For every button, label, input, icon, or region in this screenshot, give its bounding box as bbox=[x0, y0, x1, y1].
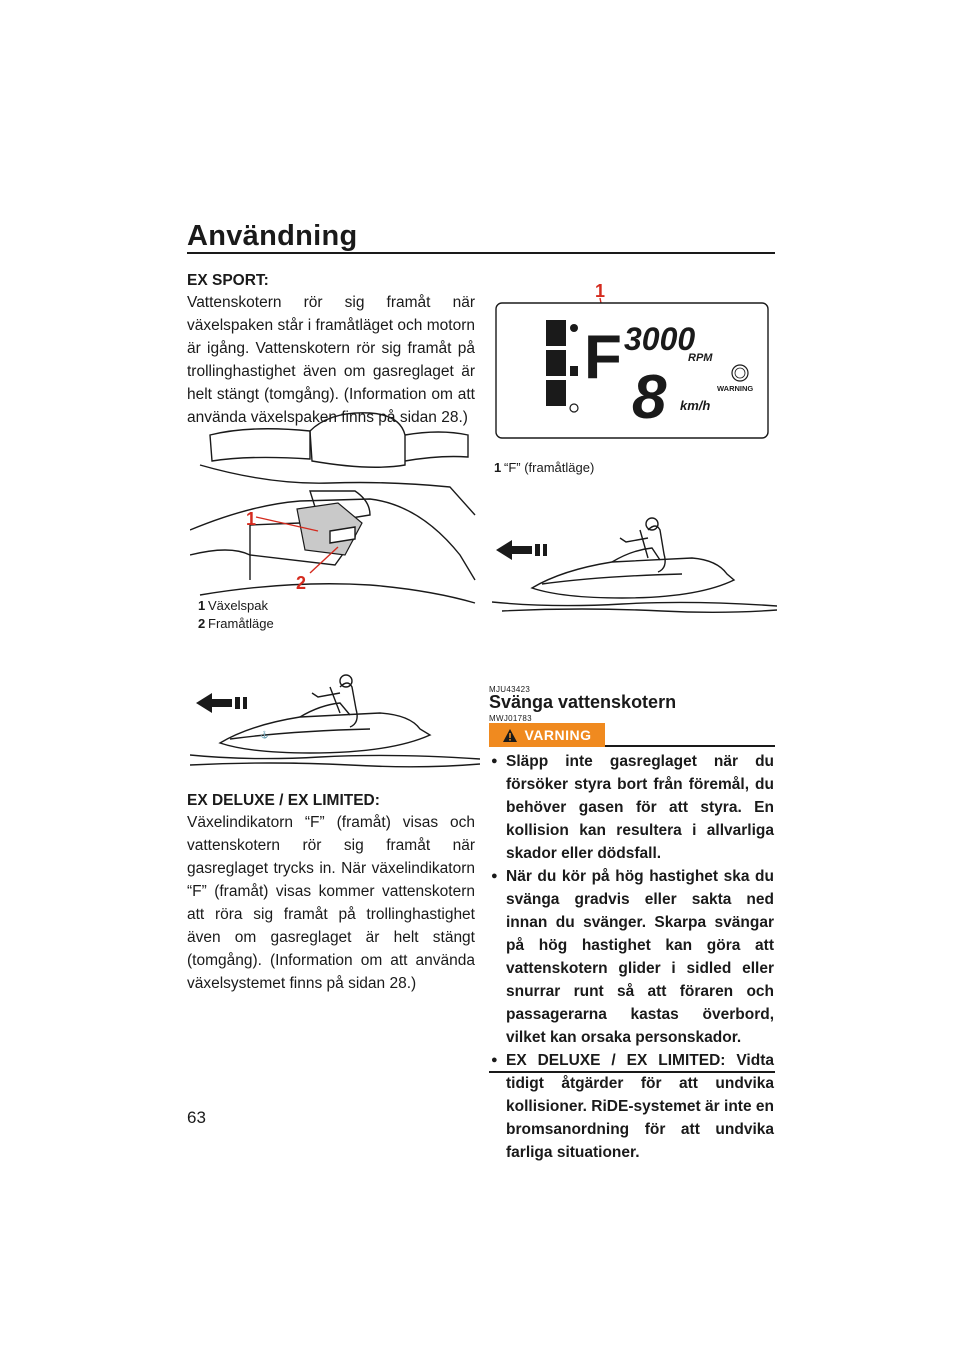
legend-item: 2 Framåtläge bbox=[198, 616, 274, 631]
warning-item: ● EX DELUXE / EX LIMITED: Vidta tidigt åtgärder för att undvika kollisioner. RiDE-systemet är inte en bromsanordning för att undvika farliga situationer. bbox=[489, 1049, 774, 1164]
forward-arrow-icon bbox=[196, 693, 247, 713]
page-title: Användning bbox=[187, 220, 358, 252]
warning-list bbox=[489, 750, 774, 1164]
ex-sport-heading: EX SPORT: bbox=[187, 272, 269, 289]
display-legend bbox=[494, 459, 594, 477]
legend-item: 1 “F” (framåtläge) bbox=[494, 460, 595, 475]
ex-deluxe-paragraph: Växelindikatorn “F” (framåt) visas och vattenskotern rör sig framåt när gasreglaget trycks in. När växelindikatorn “F” (framåt) visas kommer vattenskotern att röra sig framåt på trollinghastighet även om gasreglaget är helt stängt (tomgång). (Information om att använda växelsystemet finns på sidan 28.) bbox=[187, 814, 475, 992]
speed-unit: km/h bbox=[680, 398, 711, 413]
warning-ref-code: MWJ01783 bbox=[489, 714, 532, 723]
gear-indicator: F bbox=[584, 323, 622, 392]
legend-item: 1 Växelspak bbox=[198, 598, 268, 613]
page-number: 63 bbox=[187, 1108, 206, 1127]
warning-label: VARNING bbox=[524, 727, 592, 743]
warning-rule-top bbox=[605, 745, 775, 747]
warning-rule-bottom bbox=[489, 1071, 775, 1073]
svg-text:⚓: ⚓ bbox=[260, 732, 269, 739]
lever-legend bbox=[198, 597, 274, 633]
shift-lever-illustration bbox=[190, 405, 480, 605]
ex-sport-paragraph: Vattenskotern rör sig framåt när växelspaken står i framåtläget och motorn är igång. Vattenskotern rör sig framåt på trollinghastighet även om gasreglaget är helt stängt (tomgång). (Information om att använda växelspaken finns på sidan 28.) bbox=[187, 294, 475, 426]
jetski-forward-illustration-2 bbox=[492, 510, 777, 615]
lever-callout-1: 1 bbox=[246, 509, 257, 529]
ex-deluxe-heading: EX DELUXE / EX LIMITED: bbox=[187, 792, 380, 809]
section-title: Svänga vattenskotern bbox=[489, 692, 677, 712]
title-rule bbox=[187, 252, 775, 254]
forward-arrow-icon bbox=[496, 540, 547, 560]
warning-lamp-label: WARNING bbox=[717, 384, 754, 393]
jetski-forward-illustration bbox=[190, 665, 480, 770]
gear-display-illustration bbox=[492, 278, 772, 443]
rpm-value: 3000 bbox=[624, 321, 696, 357]
lever-callout-2: 2 bbox=[296, 573, 307, 593]
display-callout-1: 1 bbox=[595, 281, 606, 301]
rpm-unit: RPM bbox=[688, 352, 713, 364]
warning-triangle-icon bbox=[502, 728, 518, 743]
warning-badge bbox=[489, 723, 605, 747]
warning-item: ● Släpp inte gasreglaget när du försöker styra bort från föremål, du behöver gasen för att styra. En kollision kan resultera i allvarliga skador eller dödsfall. bbox=[489, 750, 774, 865]
warning-item: ● När du kör på hög hastighet ska du svänga gradvis eller sakta ned innan du svänger. Skarpa svängar på hög hastighet kan göra att vattenskotern glider i sidled eller snurrar runt så att föraren och passagerarna kastas överbord, vilket kan orsaka personskador. bbox=[489, 865, 774, 1049]
speed-value: 8 bbox=[632, 363, 667, 432]
section-ref-code: MJU43423 bbox=[489, 685, 531, 694]
